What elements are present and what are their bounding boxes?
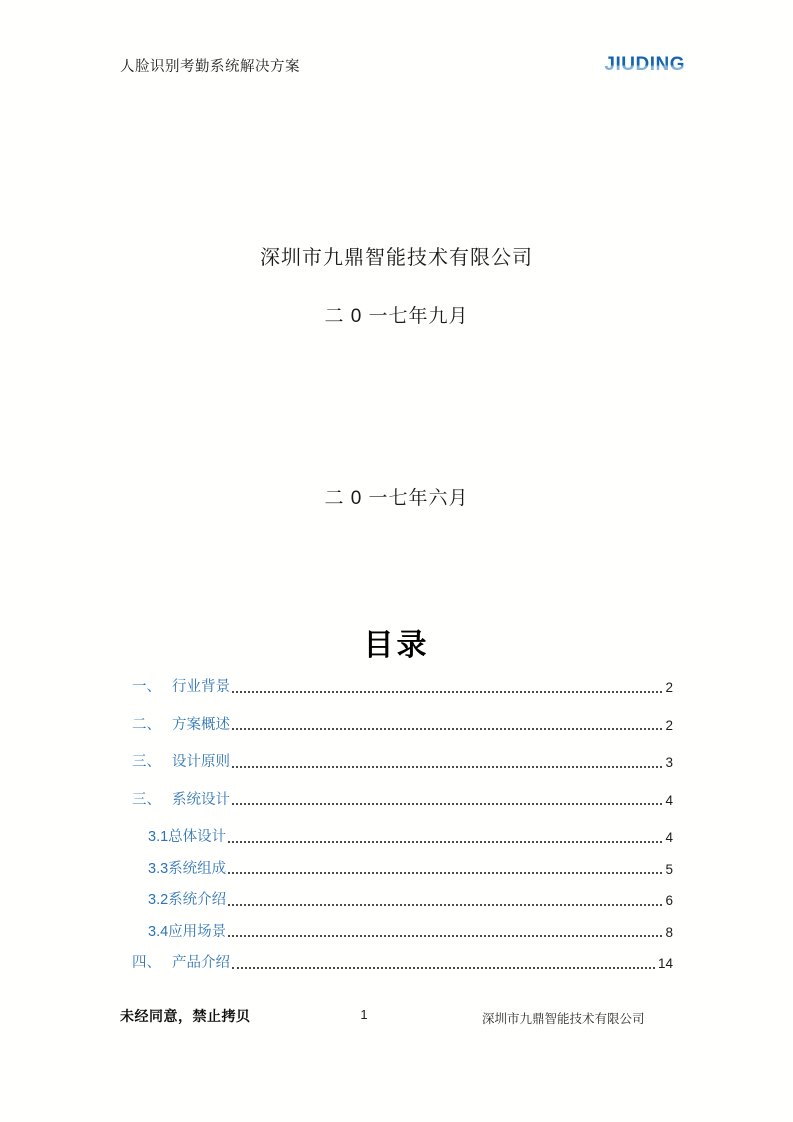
toc-leader-dots [228,904,662,906]
toc-leader-dots [228,872,662,874]
cover-company-name: 深圳市九鼎智能技术有限公司 [260,247,533,269]
page-header [120,54,685,76]
toc-entry[interactable] [120,830,673,845]
toc-entry[interactable] [120,862,673,877]
toc-entry-page-number: 14 [657,956,673,971]
header-doc-title: 人脸识别考勤系统解决方案 [120,58,300,75]
toc-entry-page-number: 4 [665,830,673,845]
toc-entry-page-number: 2 [665,680,673,695]
footer-company-name: 深圳市九鼎智能技术有限公司 [482,1012,645,1026]
toc-entry[interactable] [120,793,673,808]
jiuding-logo: JIUDING [604,54,685,75]
toc-leader-dots [232,766,662,768]
toc-entry-label: 3.3系统组成 [148,860,227,877]
toc-entry-label: 3.4应用场景 [148,923,227,940]
toc-leader-dots [232,728,662,730]
toc-entry-label: 系统设计 [172,791,230,808]
toc-entry[interactable] [120,718,673,733]
cover-date-secondary: 二 0 一七年六月 [324,488,469,509]
toc-entry-label: 3.1总体设计 [148,829,227,845]
cover-date-primary: 二 0 一七年九月 [324,306,469,327]
toc-leader-dots [228,841,662,843]
toc-entry-page-number: 6 [665,893,673,908]
toc-leader-dots [232,691,662,693]
toc-entry-number: 一、 [132,679,161,695]
toc-entry-number: 二、 [132,716,161,733]
toc-entry-label: 方案概述 [172,716,230,733]
toc-entry[interactable] [120,680,673,695]
toc-title: 目录 [363,629,430,662]
toc-entry-label: 3.2系统介绍 [148,892,227,908]
toc-leader-dots [228,935,662,937]
toc-leader-dots [232,967,655,969]
toc-entry-page-number: 3 [665,755,673,770]
toc-entry-label: 产品介绍 [172,955,230,971]
toc-entry-page-number: 2 [665,717,673,733]
toc-entry-page-number: 8 [665,924,673,940]
footer-copy-notice: 未经同意，禁止拷贝 [120,1008,251,1024]
toc-entry-number: 三、 [132,754,161,770]
toc-entry[interactable] [120,925,673,940]
toc-entry[interactable] [120,893,673,908]
toc-entry-number: 三、 [132,791,161,808]
toc-entry-number: 四、 [132,955,161,971]
toc-entry-label: 设计原则 [172,754,230,770]
toc-entry-label: 行业背景 [172,679,230,695]
toc-entry-page-number: 5 [665,861,673,877]
toc-entry-page-number: 4 [665,792,673,808]
toc-entry[interactable] [120,755,673,770]
toc-list [120,680,673,971]
footer-page-number: 1 [360,1007,368,1022]
toc-leader-dots [232,803,662,805]
toc-entry[interactable] [120,956,673,971]
